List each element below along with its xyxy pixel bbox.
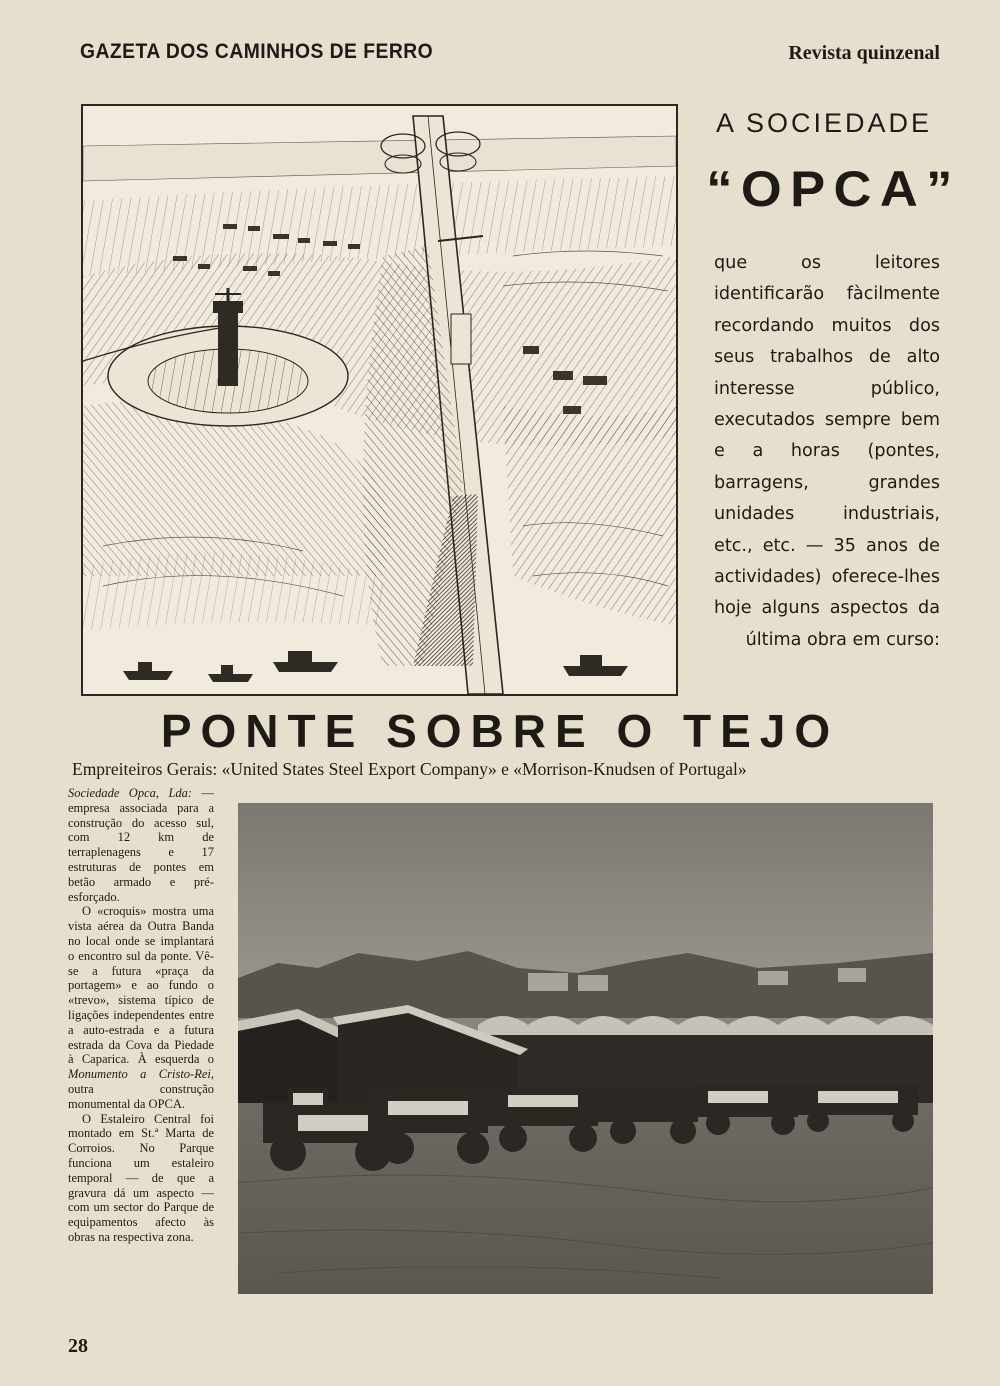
photo-drawing <box>238 803 933 1294</box>
publication-title: GAZETA DOS CAMINHOS DE FERRO <box>80 40 434 63</box>
article-body <box>68 786 214 1245</box>
article-paragraph <box>68 904 214 1111</box>
contractors-line: Empreiteiros Gerais: «United States Steel Export Company» e «Morrison-Knudsen of Portugal» <box>72 759 747 779</box>
company-name: Sociedade Opca, Lda: <box>68 786 193 800</box>
construction-yard-photo <box>238 803 933 1294</box>
article-headline: PONTE SOBRE O TEJO <box>160 705 840 757</box>
publication-frequency: Revista quinzenal <box>788 42 940 64</box>
ad-body-text: que os leitores identificarão fàcilmente recordando muitos dos seus trabalhos de alto interesse público, executados sempre bem e a horas (pontes, barragens, grandes unidades industriais, etc., etc. — 35 anos de actividades) oferece-lhes hoje alguns aspectos da última obra em curso: <box>714 253 940 650</box>
paragraph-text: — empresa associada para a construção do acesso sul, com 12 km de terraplenagens e 17 estruturas de pontes em betão armado e pré-esforçado. <box>68 786 214 904</box>
page-number: 28 <box>68 1335 88 1357</box>
article-paragraph: O Estaleiro Central foi montado em St.ª Marta de Corroios. No Parque funciona um estaleiro temporal — de que a gravura dá um aspecto — com um sector do Parque de equipamentos afecto às obras na respectiva zona. <box>68 1111 214 1244</box>
aerial-sketch-illustration <box>81 104 678 696</box>
paragraph-text: O «croquis» mostra uma vista aérea da Outra Banda no local onde se implantará o encontro sul da ponte. Vê-se a futura «praça da portagem» e ao fundo o «trevo», sistema típico de ligações independentes entre a auto-estrada e a futura estrada da Cova da Piedade à Caparica. À esquerda o <box>68 904 214 1067</box>
monument-name: Monumento a Cristo-Rei <box>68 1067 211 1082</box>
article-paragraph <box>68 786 214 904</box>
sketch-drawing <box>83 106 676 694</box>
ad-brand-name: “OPCA” <box>706 161 961 217</box>
ad-title: A SOCIEDADE <box>716 108 933 138</box>
paragraph-text: , outra construção monumental da OPCA. <box>68 1067 214 1111</box>
